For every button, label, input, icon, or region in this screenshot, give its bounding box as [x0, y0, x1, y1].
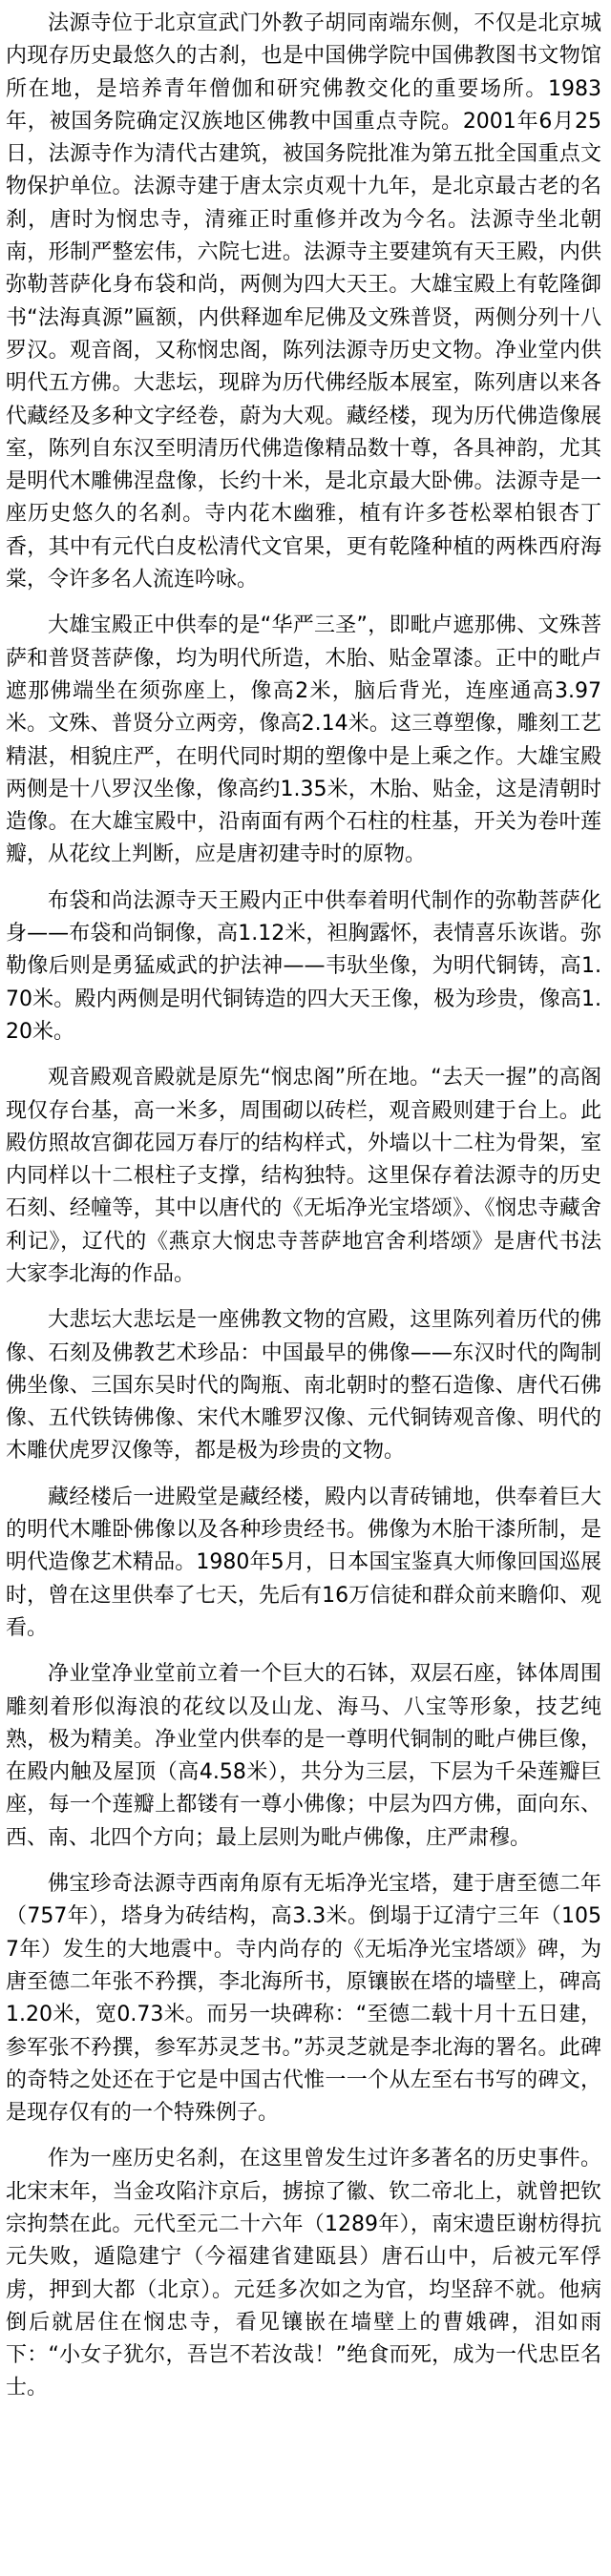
paragraph-great-compassion-altar: 大悲坛大悲坛是一座佛教文物的宫殿，这里陈列着历代的佛像、石刻及佛教艺术珍品：中国最早的佛像——东汉时代的陶制佛坐像、三国东吴时代的陶瓶、南北朝时的整石造像、唐代石佛像、五代铁铸佛像、宋代木雕罗汉像、元代铜铸观音像、明代的木雕伏虎罗汉像等，都是极为珍贵的文物。: [6, 1308, 601, 1464]
paragraph-mahavira-hall: 大雄宝殿正中供奉的是“华严三圣”，即毗卢遮那佛、文殊菩萨和普贤菩萨像，均为明代所造，木胎、贴金罩漆。正中的毗卢遮那佛端坐在须弥座上，像高2米，脑后背光，连座通高3.97米。文殊、普贤分立两旁，像高2.14米。这三尊塑像，雕刻工艺精湛，相貌庄严，在明代同时期的塑像中是上乘之作。大雄宝殿两侧是十八罗汉坐像，像高约1.35米，木胎、贴金，这是清朝时造像。在大雄宝殿中，沿南面有两个石柱的柱基，开关为卷叶莲瓣，从花纹上判断，应是唐初建寺时的原物。: [6, 613, 601, 867]
paragraph-heavenly-king-hall: 布袋和尚法源寺天王殿内正中供奉着明代制作的弥勒菩萨化身——布袋和尚铜像，高1.12米，袒胸露怀，表情喜乐诙谐。弥勒像后则是勇猛威武的护法神——韦驮坐像，为明代铜铸，高1.70米。殿内两侧是明代铜铸造的四大天王像，极为珍贵，像高1.20米。: [6, 888, 601, 1044]
paragraph-history-events: 作为一座历史名刹，在这里曾发生过许多著名的历史事件。北宋末年，当金攻陷汴京后，掳掠了徽、钦二帝北上，就曾把钦宗拘禁在此。元代至元二十六年（1289年），南宋遗臣谢枋得抗元失败，遁隐建宁（今福建省建瓯县）唐石山中，后被元军俘虏，押到大都（北京）。元廷多次如之为官，均坚辞不就。他病倒后就居住在悯忠寺，看见镶嵌在墙壁上的曹娥碑，泪如雨下：“小女子犹尔，吾岂不若汝哉！”绝食而死，成为一代忠臣名士。: [6, 2147, 601, 2400]
paragraph-jingye-hall: 净业堂净业堂前立着一个巨大的石钵，双层石座，钵体周围雕刻着形似海浪的花纹以及山龙、海马、八宝等形象，技艺纯熟，极为精美。净业堂内供奉的是一尊明代铜制的毗卢佛巨像，在殿内触及屋顶（高4.58米），共分为三层，下层为千朵莲瓣巨座，每一个莲瓣上都镂有一尊小佛像；中层为四方佛，面向东、西、南、北四个方向；最上层则为毗卢佛像，庄严肃穆。: [6, 1662, 601, 1850]
paragraph-sutra-library: 藏经楼后一进殿堂是藏经楼，殿内以青砖铺地，供奉着巨大的明代木雕卧佛像以及各种珍贵经书。佛像为木胎干漆所制，是明代造像艺术精品。1980年5月，日本国宝鉴真大师像回国巡展时，曾在这里供奉了七天，先后有16万信徒和群众前来瞻仰、观看。: [6, 1485, 601, 1640]
paragraph-overview: 法源寺位于北京宣武门外教子胡同南端东侧，不仅是北京城内现存历史最悠久的古刹，也是中国佛学院中国佛教图书文物馆所在地，是培养青年僧伽和研究佛教交化的重要场所。1983年，被国务院确定汉族地区佛教中国重点寺院。2001年6月25日，法源寺作为清代古建筑，被国务院批准为第五批全国重点文物保护单位。法源寺建于唐太宗贞观十九年，是北京最古老的名刹，唐时为悯忠寺，清雍正时重修并改为今名。法源寺坐北朝南，形制严整宏伟，六院七进。法源寺主要建筑有天王殿，内供弥勒菩萨化身布袋和尚，两侧为四大天王。大雄宝殿上有乾隆御书“法海真源”匾额，内供释迦牟尼佛及文殊普贤，两侧分列十八罗汉。观音阁，又称悯忠阁，陈列法源寺历史文物。净业堂内供明代五方佛。大悲坛，现辟为历代佛经版本展室，陈列唐以来各代藏经及多种文字经卷，蔚为大观。藏经楼，现为历代佛造像展室，陈列自东汉至明清历代佛造像精品数十尊，各具神韵，尤其是明代木雕佛涅盘像，长约十米，是北京最大卧佛。法源寺是一座历史悠久的名刹。寺内花木幽雅，植有许多苍松翠柏银杏丁香，其中有元代白皮松清代文官果，更有乾隆种植的两株西府海棠，令许多名人流连吟咏。: [6, 11, 601, 592]
paragraph-treasures: 佛宝珍奇法源寺西南角原有无垢净光宝塔，建于唐至德二年（757年），塔身为砖结构，高3.3米。倒塌于辽清宁三年（1057年）发生的大地震中。寺内尚存的《无垢净光宝塔颂》碑，为唐至德二年张不矜撰，李北海所书，原镶嵌在塔的墙壁上，碑高1.20米，宽0.73米。而另一块碑称：“至德二载十月十五日建，参军张不矜撰，参军苏灵芝书。”苏灵芝就是李北海的署名。此碑的奇特之处还在于它是中国古代惟一一个从左至右书写的碑文，是现存仅有的一个特殊例子。: [6, 1872, 601, 2126]
paragraph-guanyin-hall: 观音殿观音殿就是原先“悯忠阁”所在地。“去天一握”的高阁现仅存台基，高一米多，周围砌以砖栏，观音殿则建于台上。此殿仿照故宫御花园万春厅的结构样式，外墙以十二柱为骨架，室内同样以十二根柱子支撑，结构独特。这里保存着法源寺的历史石刻、经幢等，其中以唐代的《无垢净光宝塔颂》、《悯忠寺藏舍利记》，辽代的《燕京大悯忠寺菩萨地宫舍利塔颂》是唐代书法大家李北海的作品。: [6, 1066, 601, 1286]
